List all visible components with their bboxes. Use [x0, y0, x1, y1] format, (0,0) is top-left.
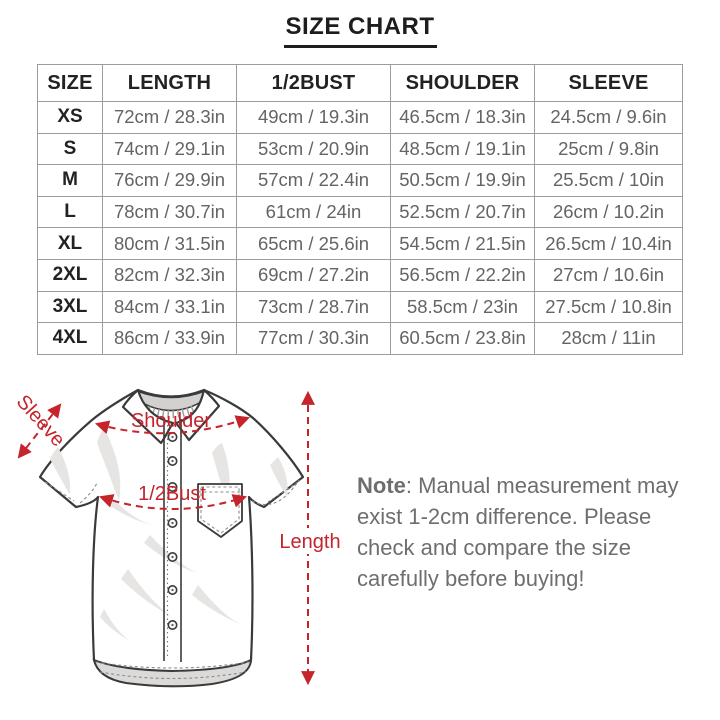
table-row [38, 259, 683, 291]
column-header: SIZE [38, 65, 103, 102]
page-title-wrap [0, 13, 720, 48]
column-header: 1/2BUST [237, 65, 391, 102]
shoulder-label: Shoulder [130, 410, 212, 432]
measurement-cell: 57cm / 22.4in [237, 165, 391, 197]
measurement-cell: 52.5cm / 20.7in [391, 196, 535, 228]
measurement-cell: 26.5cm / 10.4in [535, 228, 683, 260]
measurement-cell: 84cm / 33.1in [103, 291, 237, 323]
table-row [38, 165, 683, 197]
measurement-cell: 82cm / 32.3in [103, 259, 237, 291]
size-cell: 2XL [38, 259, 103, 291]
measurement-cell: 48.5cm / 19.1in [391, 133, 535, 165]
length-label: Length [279, 531, 341, 553]
size-cell: M [38, 165, 103, 197]
measurement-cell: 56.5cm / 22.2in [391, 259, 535, 291]
measurement-cell: 80cm / 31.5in [103, 228, 237, 260]
measurement-note [357, 470, 687, 594]
measurement-cell: 77cm / 30.3in [237, 323, 391, 355]
page-title: SIZE CHART [284, 13, 437, 48]
size-cell: XS [38, 102, 103, 134]
size-cell: 4XL [38, 323, 103, 355]
measurement-cell: 58.5cm / 23in [391, 291, 535, 323]
size-cell: XL [38, 228, 103, 260]
measurement-cell: 46.5cm / 18.3in [391, 102, 535, 134]
size-table-body [38, 102, 683, 355]
measurement-cell: 28cm / 11in [535, 323, 683, 355]
measurement-cell: 25.5cm / 10in [535, 165, 683, 197]
measurement-cell: 25cm / 9.8in [535, 133, 683, 165]
measurement-cell: 76cm / 29.9in [103, 165, 237, 197]
column-header: LENGTH [103, 65, 237, 102]
measurement-cell: 69cm / 27.2in [237, 259, 391, 291]
measurement-cell: 54.5cm / 21.5in [391, 228, 535, 260]
shirt-diagram-svg [0, 373, 345, 713]
shirt-measurement-diagram [0, 373, 345, 713]
measurement-cell: 27cm / 10.6in [535, 259, 683, 291]
measurement-cell: 49cm / 19.3in [237, 102, 391, 134]
size-cell: L [38, 196, 103, 228]
measurement-cell: 74cm / 29.1in [103, 133, 237, 165]
measurement-cell: 24.5cm / 9.6in [535, 102, 683, 134]
size-table [37, 64, 683, 355]
measurement-cell: 86cm / 33.9in [103, 323, 237, 355]
measurement-cell: 72cm / 28.3in [103, 102, 237, 134]
measurement-cell: 78cm / 30.7in [103, 196, 237, 228]
measurement-cell: 50.5cm / 19.9in [391, 165, 535, 197]
shirt-illustration [40, 390, 303, 686]
table-row [38, 291, 683, 323]
table-row [38, 133, 683, 165]
size-cell: S [38, 133, 103, 165]
table-row [38, 102, 683, 134]
sleeve-label: Sleeve [11, 390, 70, 452]
table-row [38, 323, 683, 355]
half-bust-label: 1/2Bust [138, 483, 206, 505]
size-table-header-row [38, 65, 683, 102]
table-row [38, 228, 683, 260]
size-cell: 3XL [38, 291, 103, 323]
measurement-cell: 60.5cm / 23.8in [391, 323, 535, 355]
measurement-cell: 27.5cm / 10.8in [535, 291, 683, 323]
note-label: Note [357, 473, 406, 498]
table-row [38, 196, 683, 228]
measurement-cell: 53cm / 20.9in [237, 133, 391, 165]
measurement-cell: 65cm / 25.6in [237, 228, 391, 260]
note-text: : Manual measurement may exist 1-2cm difference. Please check and compare the size carefully before buying! [357, 473, 679, 591]
measurement-cell: 61cm / 24in [237, 196, 391, 228]
measurement-cell: 26cm / 10.2in [535, 196, 683, 228]
column-header: SLEEVE [535, 65, 683, 102]
measurement-cell: 73cm / 28.7in [237, 291, 391, 323]
column-header: SHOULDER [391, 65, 535, 102]
